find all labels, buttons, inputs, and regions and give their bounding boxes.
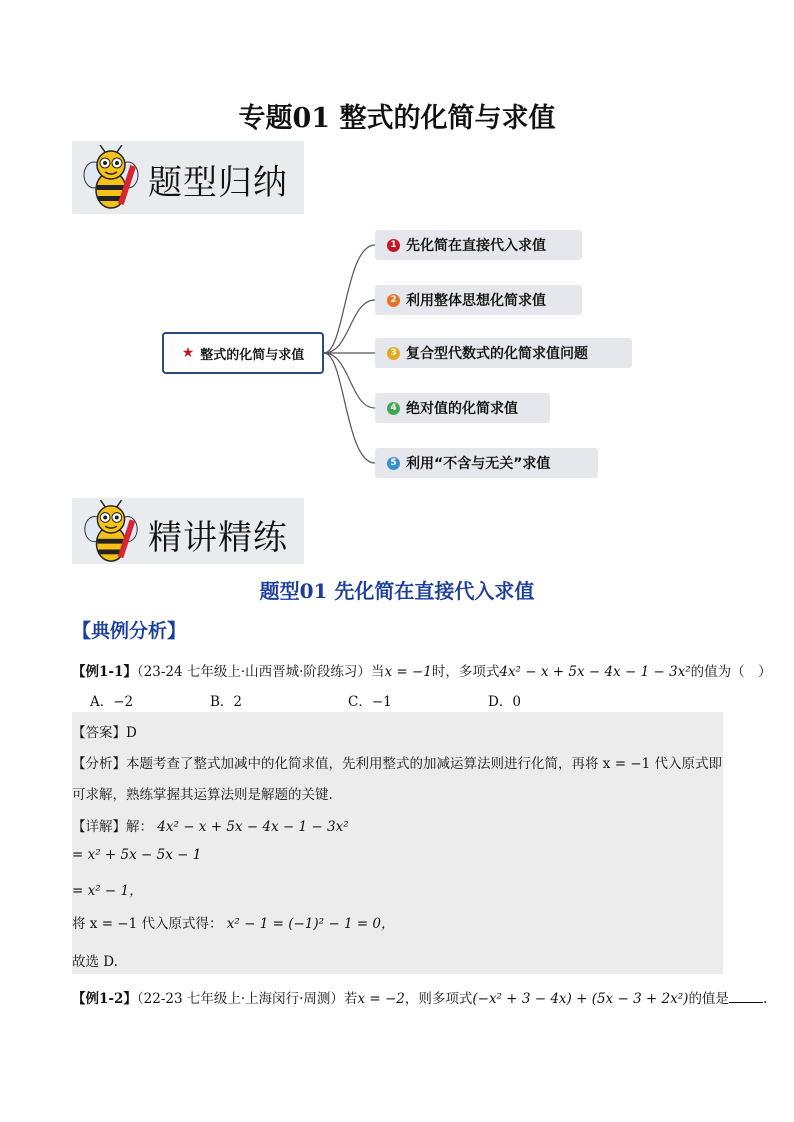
number-badge-icon: 1 xyxy=(387,239,400,252)
detail-formula: 4x² − x + 5x − 4x − 1 − 3x² xyxy=(157,819,349,835)
question-text: 时，多项式 xyxy=(431,664,500,680)
answer-line: 【答案】D xyxy=(72,725,137,741)
mindmap-node-label: 绝对值的化简求值 xyxy=(406,401,518,417)
mindmap-node xyxy=(375,285,582,315)
answer-blank[interactable] xyxy=(729,1002,763,1003)
question-text: . xyxy=(762,991,768,1007)
number-badge-icon: 5 xyxy=(387,457,400,470)
analysis-line: 可求解，熟练掌握其运算法则是解题的关键. xyxy=(72,787,333,803)
option-a: A．−2 xyxy=(90,694,134,710)
analysis-line: 【分析】本题考查了整式加减中的化简求值，先利用整式的加减运算法则进行化简，再将 x = −1 代入原式即 xyxy=(72,756,722,772)
subsection-heading: 【典例分析】 xyxy=(72,620,187,642)
mindmap-root-label: 整式的化简与求值 xyxy=(200,347,305,363)
number-badge-icon: 2 xyxy=(387,294,400,307)
step-text: 将 x = −1 代入原式得： xyxy=(72,916,223,932)
section-banner-practice xyxy=(72,498,304,564)
condition-formula: x = −1 xyxy=(384,664,432,680)
mindmap-node-label: 利用“不含与无关”求值 xyxy=(406,456,551,472)
example-tag: 【例1-2】 xyxy=(72,991,137,1007)
option-d: D．0 xyxy=(488,694,521,710)
polynomial-formula: (−x² + 3 − 4x) + (5x − 3 + 2x²) xyxy=(472,991,689,1007)
polynomial-formula: 4x² − x + 5x − 4x − 1 − 3x² xyxy=(499,664,691,680)
question-text: 的值为（ ） xyxy=(690,664,772,680)
star-icon: ★ xyxy=(181,345,195,361)
page-title: 专题01 整式的化简与求值 xyxy=(238,103,556,134)
mindmap-node-label: 利用整体思想化简求值 xyxy=(406,293,546,309)
example-source: （22-23 七年级上·上海闵行·周测）若 xyxy=(136,991,358,1007)
conclusion-line: 故选 D. xyxy=(72,954,118,970)
detail-line xyxy=(72,815,349,835)
section-title: 题型01 先化简在直接代入求值 xyxy=(259,579,535,603)
mindmap-node xyxy=(375,393,550,423)
example-question xyxy=(72,987,767,1007)
mindmap-root xyxy=(162,332,324,374)
question-text: ，则多项式 xyxy=(404,991,473,1007)
condition-formula: x = −2 xyxy=(357,991,405,1007)
number-badge-icon: 4 xyxy=(387,402,400,415)
banner-title: 精讲精练 xyxy=(148,518,288,558)
example-tag: 【例1-1】 xyxy=(72,664,137,680)
step-formula: x² − 1 = (−1)² − 1 = 0， xyxy=(226,916,395,932)
banner-title: 题型归纳 xyxy=(148,163,288,203)
option-c: C．−1 xyxy=(348,694,392,710)
mindmap-node xyxy=(375,338,632,368)
number-badge-icon: 3 xyxy=(387,347,400,360)
detail-label: 【详解】解： xyxy=(72,819,153,835)
mindmap-node xyxy=(375,448,598,478)
mindmap-node xyxy=(375,230,582,260)
example-source: （23-24 七年级上·山西晋城·阶段练习）当 xyxy=(136,664,385,680)
solution-step xyxy=(72,912,395,932)
option-b: B．2 xyxy=(210,694,243,710)
question-text: 的值是 xyxy=(688,991,729,1007)
bee-mascot-icon xyxy=(80,500,142,564)
solution-step: = x² − 1， xyxy=(72,883,143,899)
example-question xyxy=(72,660,772,680)
mindmap-node-label: 复合型代数式的化简求值问题 xyxy=(406,346,588,362)
solution-step: = x² + 5x − 5x − 1 xyxy=(72,847,202,863)
mindmap-node-label: 先化简在直接代入求值 xyxy=(406,238,546,254)
